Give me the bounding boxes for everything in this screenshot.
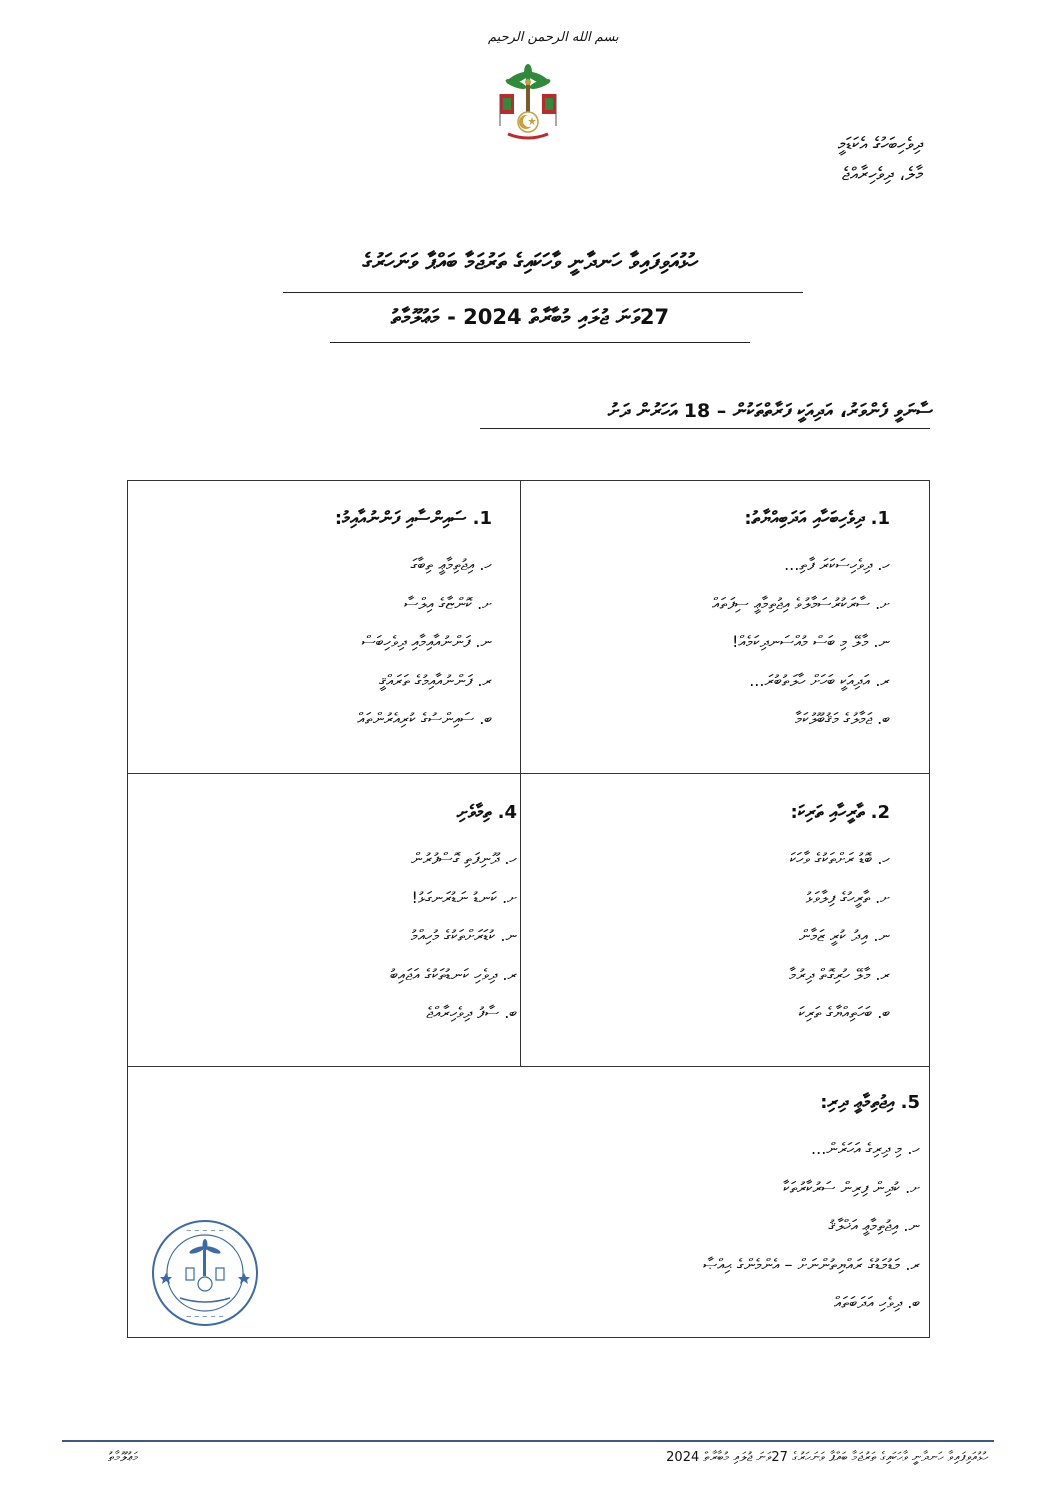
- list-item: ހ. ދޫނިފަތި ގޮސްފުރުން: [411, 849, 517, 868]
- topic-cell-social: [440, 1090, 920, 1323]
- topic-heading: 1. ދިވެހިބަހާއި އަދަބިއްޔާތު:: [744, 508, 890, 529]
- list-item: ރ. މަޑުމަޑުގެ ރައްޔިތުންނަށް – އެންމެންގެ ޙިއްޞާ: [703, 1254, 920, 1274]
- list-item: ށ. ސާރަކުރުސަމާލުވެ އިޖުތިމާޢީ ސިފަތައް: [712, 593, 890, 613]
- title-underline: [283, 292, 803, 293]
- topic-list: [540, 840, 890, 1033]
- list-item: ށ. ކުދިން ފިރިން ސަރުކާރުތަކާ: [783, 1177, 920, 1197]
- topic-heading: 1. ސައިންސާއި ފަންނުއާއިމު:: [334, 508, 492, 529]
- issuing-office: [663, 130, 923, 190]
- office-name: ދިވެހިބަހުގެ އެކަޑަމީ: [837, 134, 923, 155]
- list-item: ރ. ފަންނުއާއިމުގެ ތަރައްޤީ: [378, 670, 492, 690]
- list-item: ނ. ފަންނުއާއިމާއި ދިވެހިބަސް: [361, 632, 492, 651]
- topic-cell-science: [147, 506, 492, 739]
- list-item: ހ. ދިވެހިސަކަރަ ފާތި...: [784, 555, 890, 574]
- list-item: ބ. ސައިންސުގެ ކުރިއެރުންތައް: [357, 709, 492, 728]
- document-subtitle: 27ވަނަ ޖުލައި މުބާރާތް 2024 - މަޢުލޫމާތު: [390, 305, 670, 329]
- office-location: މާލެ، ދިވެހިރާއްޖެ: [841, 164, 923, 185]
- table-divider-horizontal: [127, 1066, 930, 1067]
- list-item: ރ. މާލޭ ހުރިގޮތް ދިރުމާ: [789, 964, 890, 984]
- topic-cell-history: [540, 800, 890, 1033]
- list-item: ށ. ކޮންޏާގެ އިލްސާ: [404, 593, 492, 613]
- topic-heading: 4. ތިމާވެށި: [456, 802, 517, 823]
- topic-list: [147, 546, 492, 739]
- list-item: ނ. އިދު ކުރީ ޒަމާން: [798, 926, 890, 945]
- topic-list: [147, 840, 517, 1033]
- list-item: ބ. ޖަމާލުގެ މަޤުބޫލުކަމާ: [795, 709, 890, 728]
- list-item: ނ. ކުޑަރަށްތަކުގެ މުހިއްމު: [410, 926, 517, 945]
- topic-heading: 2. ތާރީހާއި ތަރިކަ:: [790, 802, 890, 823]
- topic-list: [440, 1130, 920, 1323]
- topic-cell-environment: [147, 800, 517, 1033]
- footer-rule: [62, 1440, 994, 1442]
- list-item: ނ. މާލޭ މި ބަސް މުއްސަނދިކަމެއް!: [732, 632, 890, 651]
- topic-cell-language: [540, 506, 890, 739]
- list-item: ނ. އިޖުތިމާޢީ އަޚްލާޤު: [828, 1216, 920, 1235]
- list-item: ރ. އަދިއަކީ ބަހަށް ހާލަތުބުރަ...: [749, 670, 890, 690]
- list-item: ރ. ދިވެހި ކަނޑުތަކުގެ އަޖައިބު: [390, 964, 517, 984]
- svg-text:~ ~ ~ ~ ~: ~ ~ ~ ~ ~: [185, 1313, 225, 1321]
- svg-text:~ ~ ~ ~ ~: ~ ~ ~ ~ ~: [185, 1227, 225, 1235]
- list-item: ބ. ސާފު ދިވެހިރާއްޖެ: [426, 1003, 517, 1022]
- document-title: ހުޅުއަވިފައިވާ ހަނދާނީ ވާހަކައިގެ ތަރުޖަމާ ބައްޕާ ވަނަހަރުގެ: [362, 250, 698, 275]
- table-divider-horizontal: [127, 773, 930, 774]
- topic-heading: 5. އިޖުތިމާޢީ ދިރި:: [820, 1092, 920, 1113]
- topic-list: [540, 546, 890, 739]
- subtitle-underline: [330, 342, 750, 343]
- list-item: ށ. ކަނޑު ނަޑުރަނގަޅު!: [411, 887, 517, 907]
- footer-document-title: ހުޅުއަވިފައިވާ ހަނދާނީ ވާހަކައިގެ ތަރުޖަމާ ބައްޕާ ވަނަހަރުގެ 27ވަނަ ޖުލައި މުބާރާތް 2024: [666, 1450, 988, 1465]
- section-underline: [480, 428, 930, 429]
- official-seal-icon: [150, 1218, 260, 1328]
- section-heading: ސާނަވީ ފެންވަރު، އަދިއަކީ ފަރާތްތަކުން – 18 އަހަރުން ދަށު: [607, 400, 933, 422]
- footer-label: މަޢުލޫމާތު: [108, 1450, 139, 1465]
- list-item: ބ. ދިވެހި އަދަބަތައް: [833, 1293, 920, 1312]
- bismillah-calligraphy: بسم الله الرحمن الرحيم: [488, 30, 619, 45]
- list-item: ހ. މި ދިރިގެ އަހަރެން...: [811, 1139, 920, 1158]
- list-item: ހ. ބޮޑު ރަށްތަކުގެ ވާހަކަ: [789, 849, 890, 868]
- list-item: ބ. ބަހަތިއްޔާގެ ތަރިކަ: [798, 1003, 890, 1022]
- list-item: ހ. އިޖުތިމާޢީ ތިބާގަ: [410, 555, 492, 574]
- state-emblem-icon: [494, 64, 562, 144]
- list-item: ށ. ތާރީހުގެ ފިލާވަޅު: [805, 887, 890, 907]
